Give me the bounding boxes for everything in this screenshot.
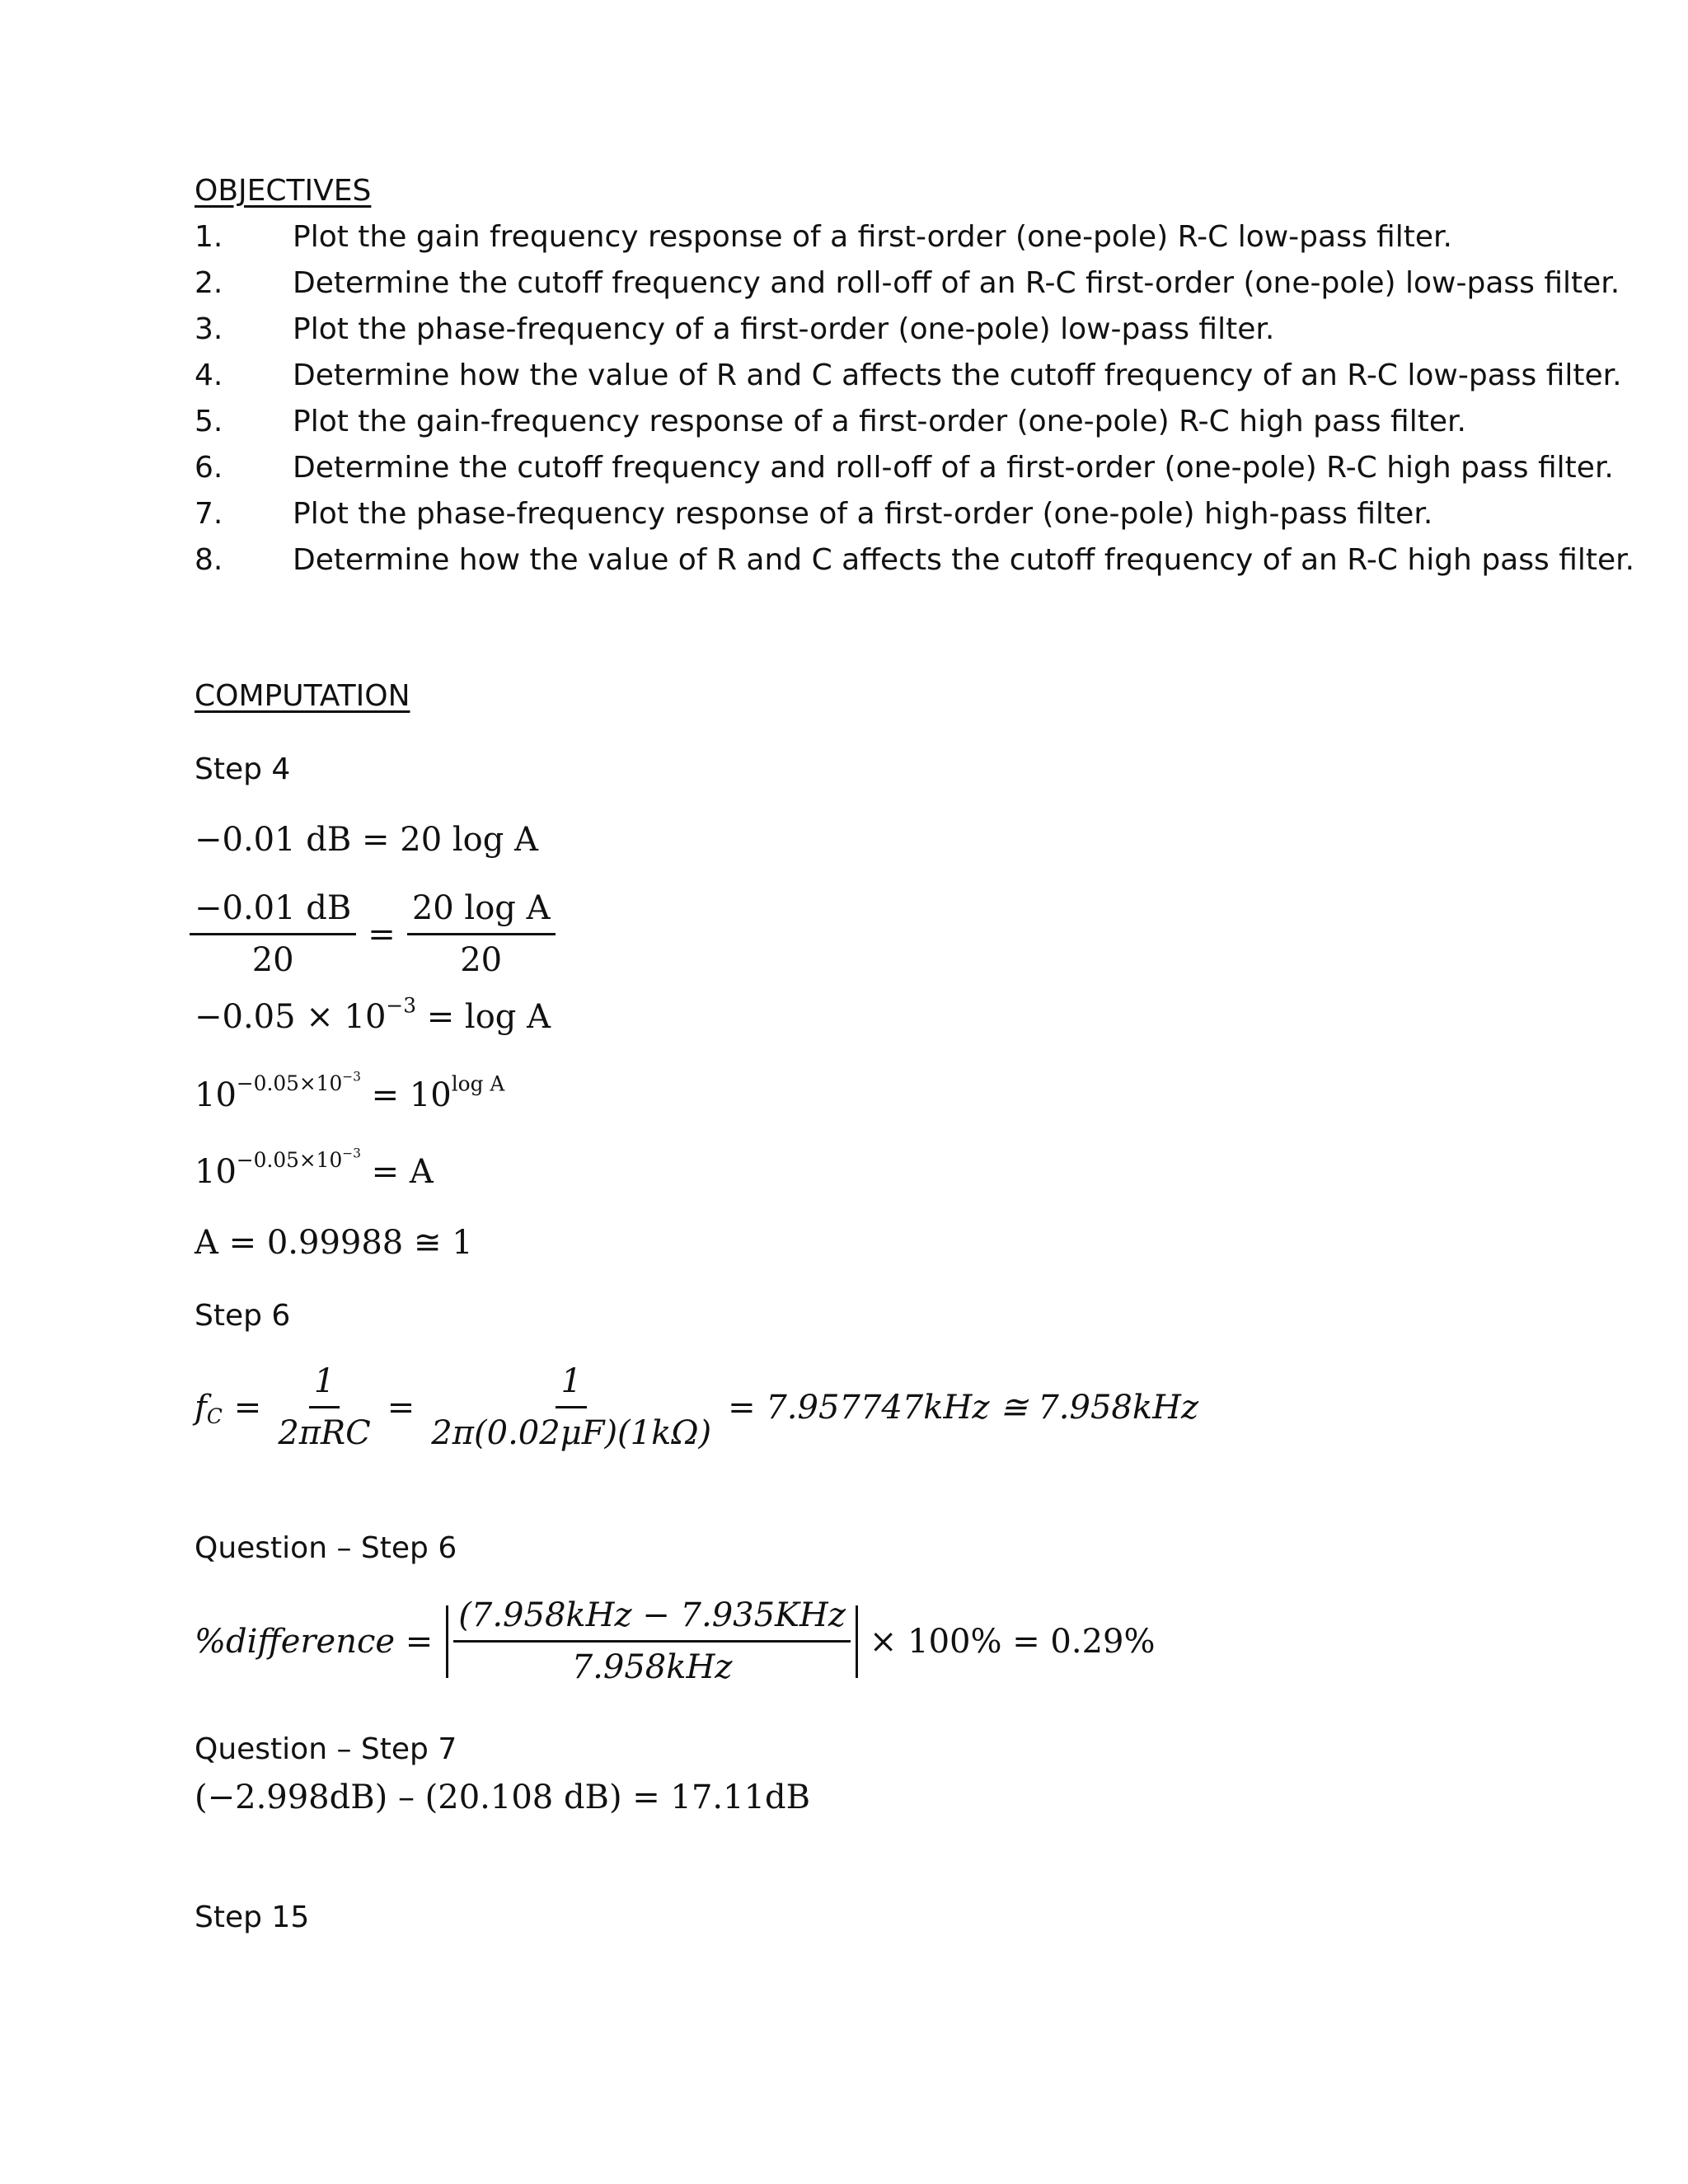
step4-equation-5 — [195, 1146, 434, 1192]
list-item-text: Determine how the value of R and C affects the cutoff frequency of an R-C high pass filter. — [293, 543, 1635, 577]
list-item-text: Determine the cutoff frequency and roll-off of a first-order (one-pole) R-C high pass filter. — [293, 451, 1614, 485]
list-item-text: Determine how the value of R and C affects the cutoff frequency of an R-C low-pass filter. — [293, 359, 1622, 392]
equals-sign: = — [233, 1388, 262, 1427]
exponent-part: −3 — [342, 1146, 361, 1161]
step4-equation-1: −0.01 dB = 20 log A — [195, 821, 538, 859]
fraction-denominator: 20 — [251, 941, 294, 979]
step4-equation-6: A = 0.99988 ≅ 1 — [195, 1224, 473, 1262]
fraction — [426, 1361, 716, 1453]
fraction — [273, 1361, 375, 1453]
objectives-heading: OBJECTIVES — [195, 174, 372, 208]
list-item-text: Plot the gain frequency response of a first-order (one-pole) R-C low-pass filter. — [293, 220, 1452, 254]
list-item-number: 7. — [195, 497, 223, 531]
list-item-number: 3. — [195, 312, 223, 346]
equals-sign: = — [368, 915, 396, 954]
fraction-denominator: 20 — [460, 941, 503, 979]
step6-label: Step 6 — [195, 1299, 291, 1333]
fraction-numerator: −0.01 dB — [190, 888, 356, 935]
abs-bar-right — [856, 1605, 858, 1678]
exponent — [237, 1148, 361, 1172]
list-item-number: 8. — [195, 543, 223, 577]
percent-difference-equation — [195, 1596, 1156, 1687]
question-step7-equation: (−2.998dB) – (20.108 dB) = 17.11dB — [195, 1779, 811, 1816]
exponent: log A — [451, 1071, 505, 1096]
question-step6-label: Question – Step 6 — [195, 1531, 457, 1565]
fraction — [453, 1596, 851, 1687]
exponent-part: −3 — [342, 1069, 361, 1085]
exponent-part: −0.05×10 — [236, 1148, 343, 1173]
list-item-number: 5. — [195, 405, 223, 438]
equation-part: 10 — [195, 1076, 237, 1114]
list-item-number: 4. — [195, 359, 223, 392]
result: = 7.957747kHz ≅ 7.958kHz — [728, 1388, 1199, 1427]
computation-heading: COMPUTATION — [195, 679, 410, 713]
step4-label: Step 4 — [195, 752, 291, 786]
equation-part: 10 — [195, 1153, 237, 1191]
list-item-number: 2. — [195, 266, 223, 300]
exponent: −3 — [386, 993, 416, 1018]
equation-part: = 10 — [360, 1076, 452, 1114]
equation-part: = log A — [415, 998, 551, 1036]
fraction-numerator: 1 — [309, 1361, 340, 1408]
step6-equation — [195, 1361, 1198, 1453]
question-step7-label: Question – Step 7 — [195, 1732, 457, 1766]
fraction-denominator: 7.958kHz — [571, 1648, 733, 1686]
fraction — [190, 888, 356, 980]
fraction-denominator: 2πRC — [278, 1414, 371, 1452]
cutoff-frequency-symbol — [195, 1388, 223, 1427]
list-item-number: 6. — [195, 451, 223, 485]
list-item-text: Determine the cutoff frequency and roll-off of an R-C first-order (one-pole) low-pass filter. — [293, 266, 1620, 300]
symbol: f — [195, 1388, 207, 1427]
step15-label: Step 15 — [195, 1900, 310, 1934]
exponent-part: −0.05×10 — [236, 1071, 343, 1096]
step4-equation-2 — [190, 888, 556, 980]
equation-part: −0.05 × 10 — [195, 998, 387, 1036]
fraction-numerator: 20 log A — [407, 888, 556, 935]
abs-bar-left — [446, 1605, 448, 1678]
fraction-denominator: 2π(0.02μF)(1kΩ) — [431, 1414, 712, 1452]
fraction — [407, 888, 556, 980]
list-item-text: Plot the phase-frequency of a first-order (one-pole) low-pass filter. — [293, 312, 1275, 346]
equals-sign: = — [387, 1388, 415, 1427]
equation-lhs: %difference = — [195, 1622, 434, 1661]
fraction-numerator: 1 — [556, 1361, 586, 1408]
list-item-text: Plot the phase-frequency response of a first-order (one-pole) high-pass filter. — [293, 497, 1433, 531]
step4-equation-4 — [195, 1069, 505, 1115]
exponent — [237, 1071, 361, 1095]
list-item-text: Plot the gain-frequency response of a first-order (one-pole) R-C high pass filter. — [293, 405, 1466, 438]
equation-rhs: × 100% = 0.29% — [869, 1622, 1156, 1661]
list-item-number: 1. — [195, 220, 223, 254]
step4-equation-3 — [195, 993, 551, 1037]
subscript: C — [206, 1404, 223, 1428]
fraction-numerator: (7.958kHz − 7.935KHz — [453, 1596, 851, 1643]
equation-part: = A — [360, 1153, 434, 1191]
